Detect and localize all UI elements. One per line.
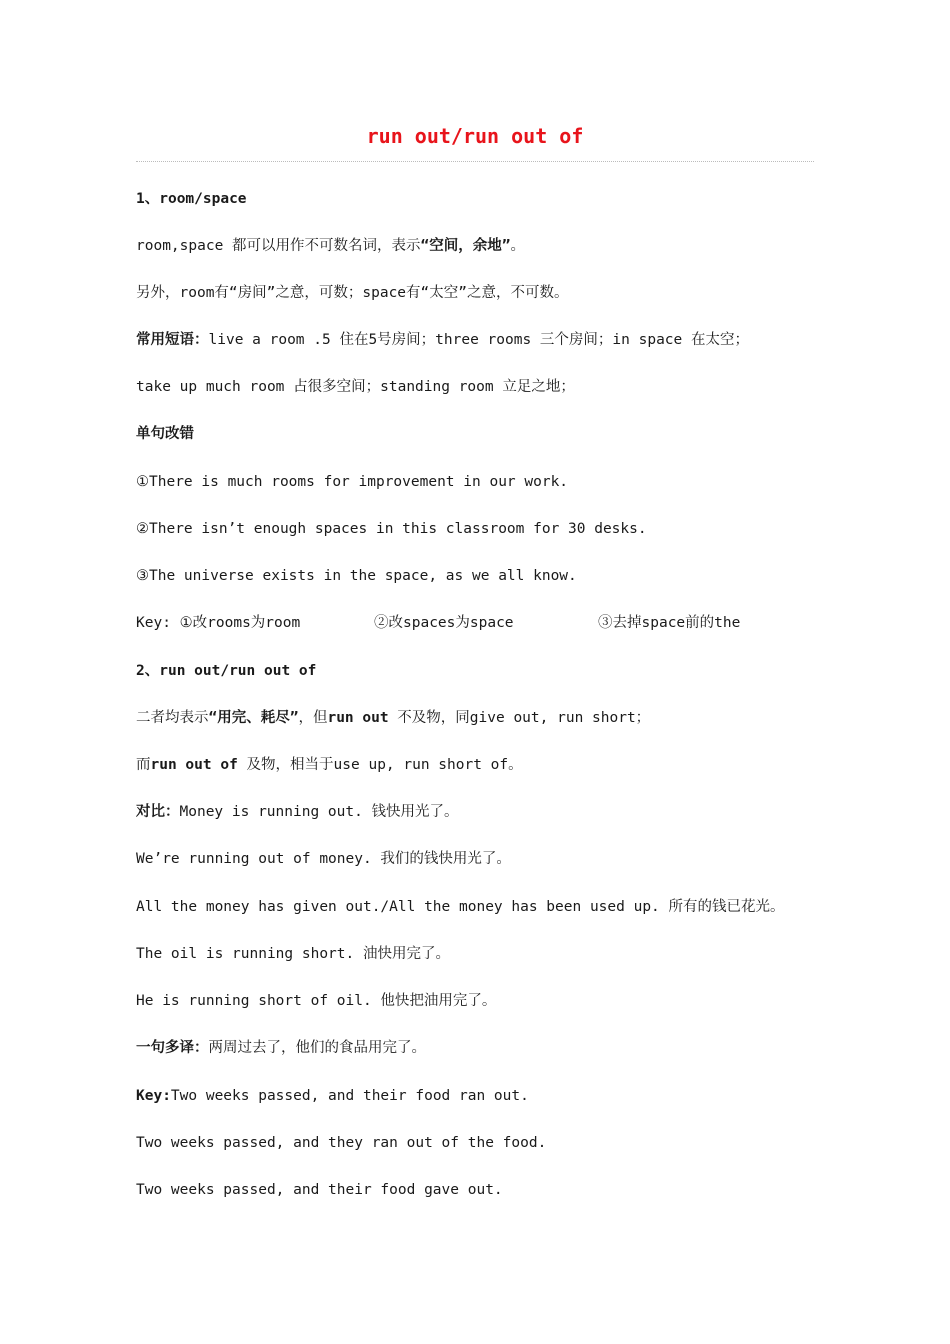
text: room,space 都可以用作不可数名词，表示 [136,238,421,254]
contrast-line-3: All the money has given out./All the money has been used up. 所有的钱已花光。 [136,899,785,915]
translate-key-2: Two weeks passed, and they ran out of the food. [136,1135,547,1151]
phrases-label: 常用短语： [136,332,209,348]
emphasis: run out of [150,757,238,773]
contrast-line-2: We’re running out of money. 我们的钱快用光了。 [136,851,511,867]
contrast-line-5: He is running short of oil. 他快把油用完了。 [136,993,497,1009]
page-title: run out/run out of [366,124,584,148]
emphasis: run out [327,710,389,726]
exercise-item-2: ②There isn’t enough spaces in this classroom for 30 desks. [136,521,647,537]
text: 及物，相当于use up, run short of。 [237,757,523,773]
section-1-paragraph-2: 另外，room有“房间”之意，可数；space有“太空”之意，不可数。 [136,285,569,301]
phrases-line-2: take up much room 占很多空间；standing room 立足之地； [136,379,575,395]
text: ，但 [298,710,328,726]
title-divider [136,161,814,162]
translate-label: 一句多译： [136,1040,209,1056]
section-1-heading: 1、room/space [136,191,247,207]
key-answer-2: ②改spaces为space [374,615,514,631]
section-2-heading: 2、run out/run out of [136,663,317,679]
text: 。 [510,238,525,254]
exercise-item-1: ①There is much rooms for improvement in our work. [136,474,569,490]
translate-key-label: Key: [136,1088,171,1104]
translate-key-3: Two weeks passed, and their food gave out. [136,1182,503,1198]
translate-key-text: Two weeks passed, and their food ran out. [170,1088,529,1104]
contrast-line-1 [136,802,816,822]
translate-text: 两周过去了，他们的食品用完了。 [208,1040,426,1056]
section-1-paragraph-1 [136,236,816,256]
key-answer-3: ③去掉space前的the [598,615,741,631]
section-2-paragraph-1 [136,708,816,728]
exercise-label: 单句改错 [136,426,194,442]
text: 二者均表示 [136,710,209,726]
translate-prompt [136,1038,816,1058]
phrases-line-1 [136,330,816,350]
key-answer-1: Key: ①改rooms为room [136,615,301,631]
section-2-paragraph-2 [136,755,816,775]
contrast-label: 对比： [136,804,180,820]
contrast-text: Money is running out. 钱快用光了。 [179,804,459,820]
text: 而 [136,757,151,773]
emphasis: “用完、耗尽” [208,710,299,726]
translate-key-1 [136,1086,816,1106]
phrases-text: live a room .5 住在5号房间；three rooms 三个房间；in space 在太空； [208,332,749,348]
exercise-item-3: ③The universe exists in the space, as we all know. [136,568,577,584]
text: 不及物，同give out, run short； [388,710,651,726]
contrast-line-4: The oil is running short. 油快用完了。 [136,946,450,962]
emphasis: “空间，余地” [420,238,511,254]
